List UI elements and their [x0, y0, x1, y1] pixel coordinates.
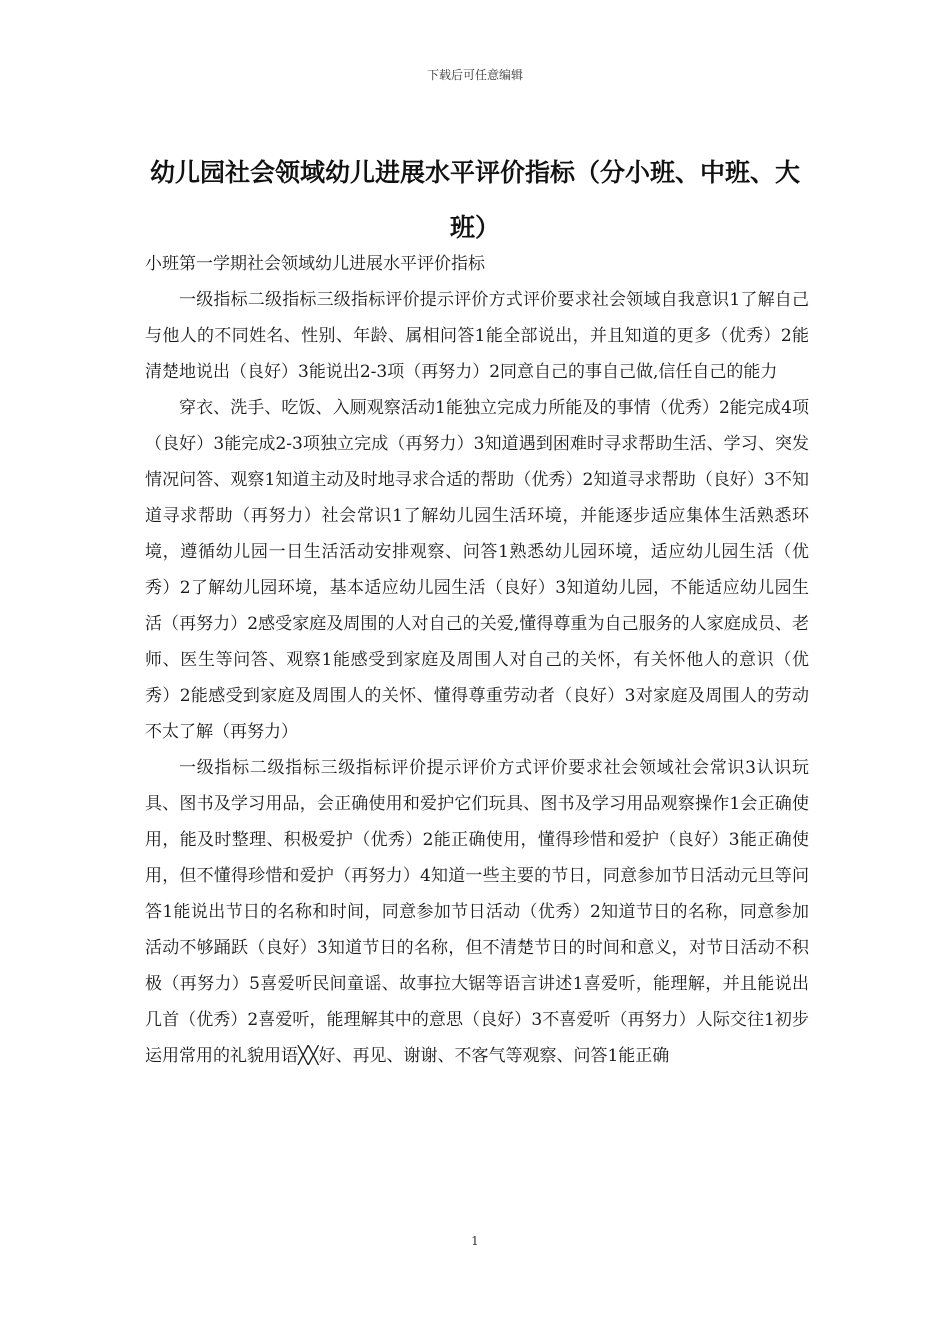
page-number: 1: [471, 1234, 479, 1248]
document-title: 幼儿园社会领域幼儿进展水平评价指标（分小班、中班、大班）: [149, 158, 800, 242]
document-body: [145, 246, 809, 1074]
body-paragraph: 穿衣、洗手、吃饭、入厕观察活动1能独立完成力所能及的事情（优秀）2能完成4项（良好）3能完成2-3项独立完成（再努力）3知道遇到困难时寻求帮助生活、学习、突发情况问答、观察1知道主动及时地寻求合适的帮助（优秀）2知道寻求帮助（良好）3不知道寻求帮助（再努力）社会常识1了解幼儿园生活环境，并能逐步适应集体生活熟悉环境，遵循幼儿园一日生活活动安排观察、问答1熟悉幼儿园环境，适应幼儿园生活（优秀）2了解幼儿园环境，基本适应幼儿园生活（良好）3知道幼儿园，不能适应幼儿园生活（再努力）2感受家庭及周围的人对自己的关爱,懂得尊重为自己服务的人家庭成员、老师、医生等问答、观察1能感受到家庭及周围人对自己的关怀，有关怀他人的意识（优秀）2能感受到家庭及周围人的关怀、懂得尊重劳动者（良好）3对家庭及周围人的劳动不太了解（再努力）: [145, 398, 809, 742]
page-header-note: 下载后可任意编辑: [426, 68, 523, 82]
body-paragraph: 一级指标二级指标三级指标评价提示评价方式评价要求社会领域自我意识1了解自己与他人的不同姓名、性别、年龄、属相问答1能全部说出，并且知道的更多（优秀）2能清楚地说出（良好）3能说出2-3项（再努力）2同意自己的事自己做,信任自己的能力: [145, 290, 809, 382]
body-paragraph: 一级指标二级指标三级指标评价提示评价方式评价要求社会领域社会常识3认识玩具、图书及学习用品，会正确使用和爱护它们玩具、图书及学习用品观察操作1会正确使用，能及时整理、积极爱护（优秀）2能正确使用，懂得珍惜和爱护（良好）3能正确使用，但不懂得珍惜和爱护（再努力）4知道一些主要的节日，同意参加节日活动元旦等问答1能说出节日的名称和时间，同意参加节日活动（优秀）2知道节日的名称，同意参加活动不够踊跃（良好）3知道节日的名称，但不清楚节日的时间和意义，对节日活动不积极（再努力）5喜爱听民间童谣、故事拉大锯等语言讲述1喜爱听，能理解，并且能说出几首（优秀）2喜爱听，能理解其中的意思（良好）3不喜爱听（再努力）人际交往1初步运用常用的礼貌用语╳╳好、再见、谢谢、不客气等观察、问答1能正确: [145, 758, 809, 1066]
section-subtitle: 小班第一学期社会领域幼儿进展水平评价指标: [145, 254, 485, 274]
